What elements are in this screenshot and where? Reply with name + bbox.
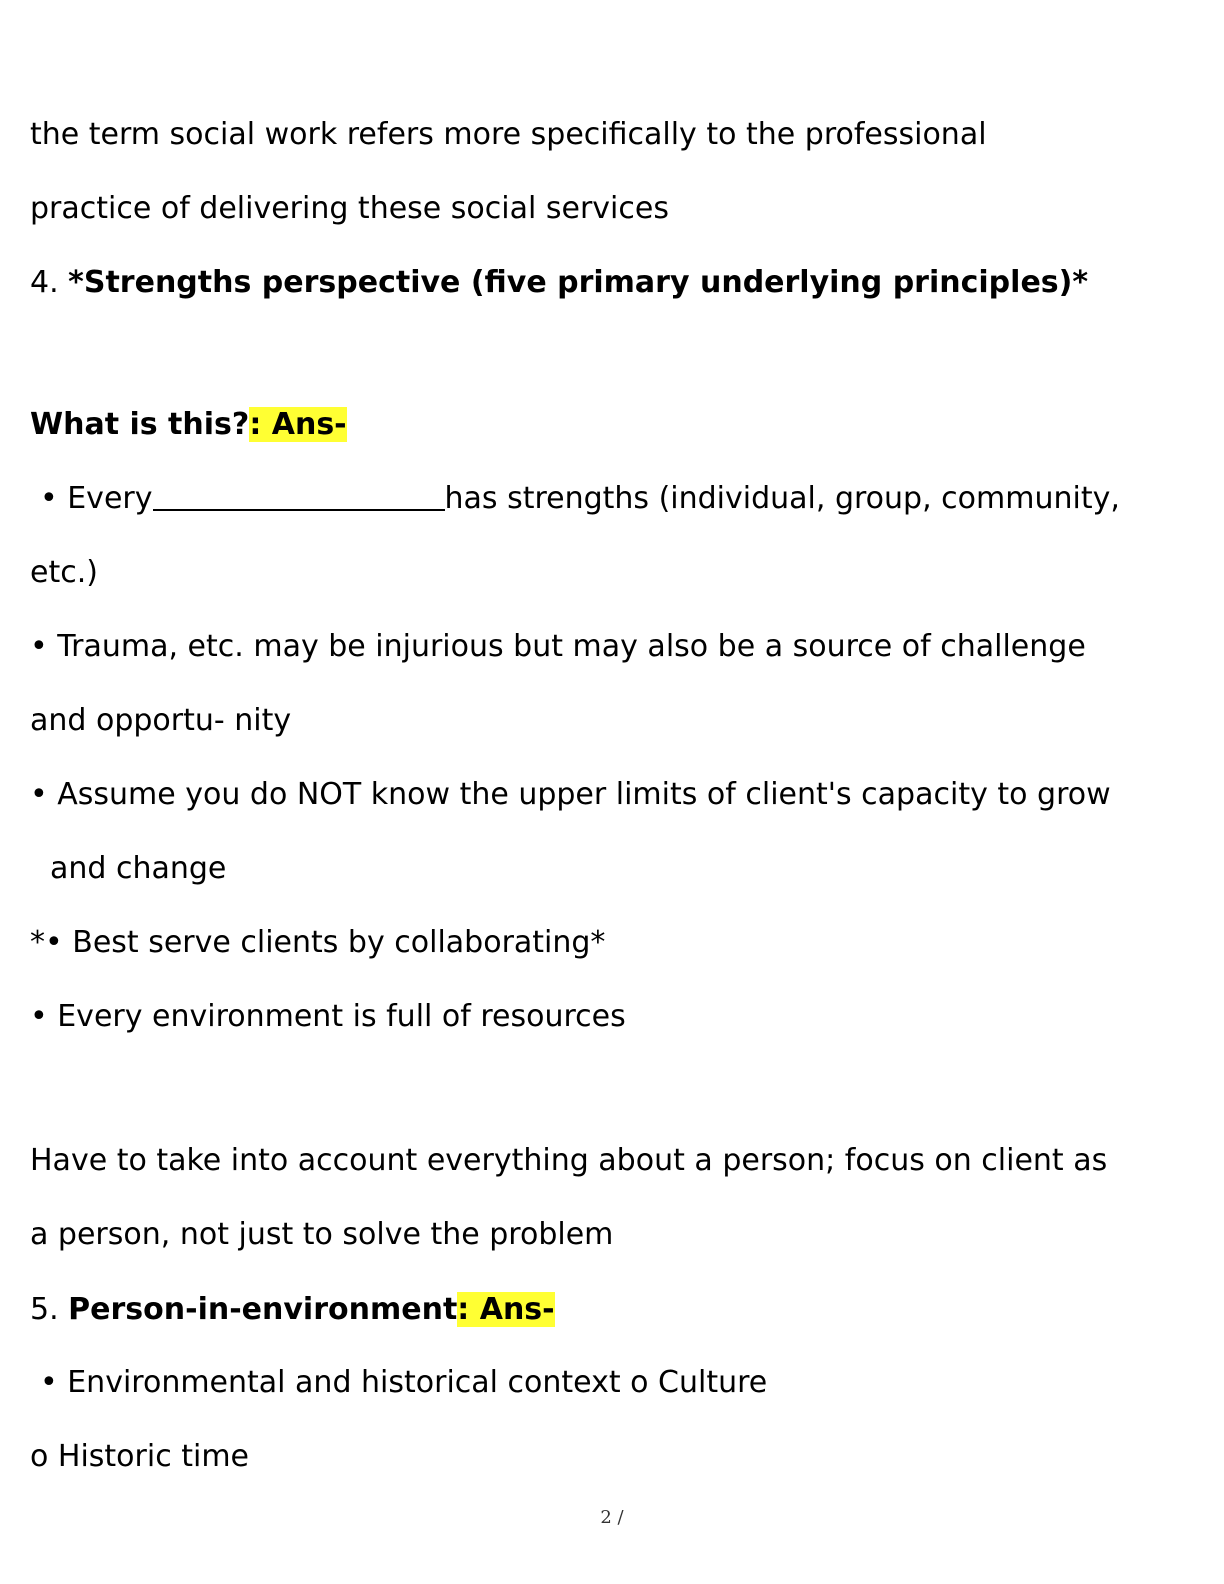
bullet-trauma: • Trauma, etc. may be injurious but may also be a source of challenge <box>30 629 1086 664</box>
bullet-trauma-continuation: and opportu- nity <box>30 703 292 738</box>
bullet-environment-resources: • Every environment is full of resources <box>30 999 626 1034</box>
what-is-this-label: What is this? <box>30 407 250 442</box>
answer-label-highlight: : Ans- <box>249 407 347 442</box>
bullet-collaborating: *• Best serve clients by collaborating* <box>30 925 606 960</box>
bullet-assume-continuation: and change <box>50 851 227 886</box>
bullet-every-suffix: has strengths (individual, group, community, <box>444 481 1120 516</box>
sub-bullet-historic-time: o Historic time <box>30 1439 250 1474</box>
text-line-1: the term social work refers more specifically to the professional <box>30 117 987 152</box>
question-4-number: 4. <box>30 265 69 300</box>
bullet-every-prefix: • Every <box>40 481 153 516</box>
question-5-title: Person-in-environment <box>68 1292 458 1327</box>
question-5-heading <box>30 1292 555 1328</box>
paragraph-person-continuation: a person, not just to solve the problem <box>30 1217 614 1252</box>
bullet-environmental-context: • Environmental and historical context o Culture <box>40 1365 768 1400</box>
fill-in-blank <box>153 483 445 511</box>
answer-label-highlight-2: : Ans- <box>457 1292 555 1327</box>
question-5-number: 5. <box>30 1292 69 1327</box>
question-4-title: *Strengths perspective (five primary underlying principles)* <box>68 265 1089 300</box>
paragraph-person: Have to take into account everything about a person; focus on client as <box>30 1143 1108 1178</box>
bullet-assume: • Assume you do NOT know the upper limits of client's capacity to grow <box>30 777 1111 812</box>
bullet-every-continuation: etc.) <box>30 555 98 590</box>
question-4-heading <box>30 265 1088 301</box>
what-is-this-heading <box>30 407 347 443</box>
text-line-2: practice of delivering these social services <box>30 191 669 226</box>
page-number: 2 / <box>600 1507 624 1528</box>
bullet-every-blank <box>40 481 1120 517</box>
